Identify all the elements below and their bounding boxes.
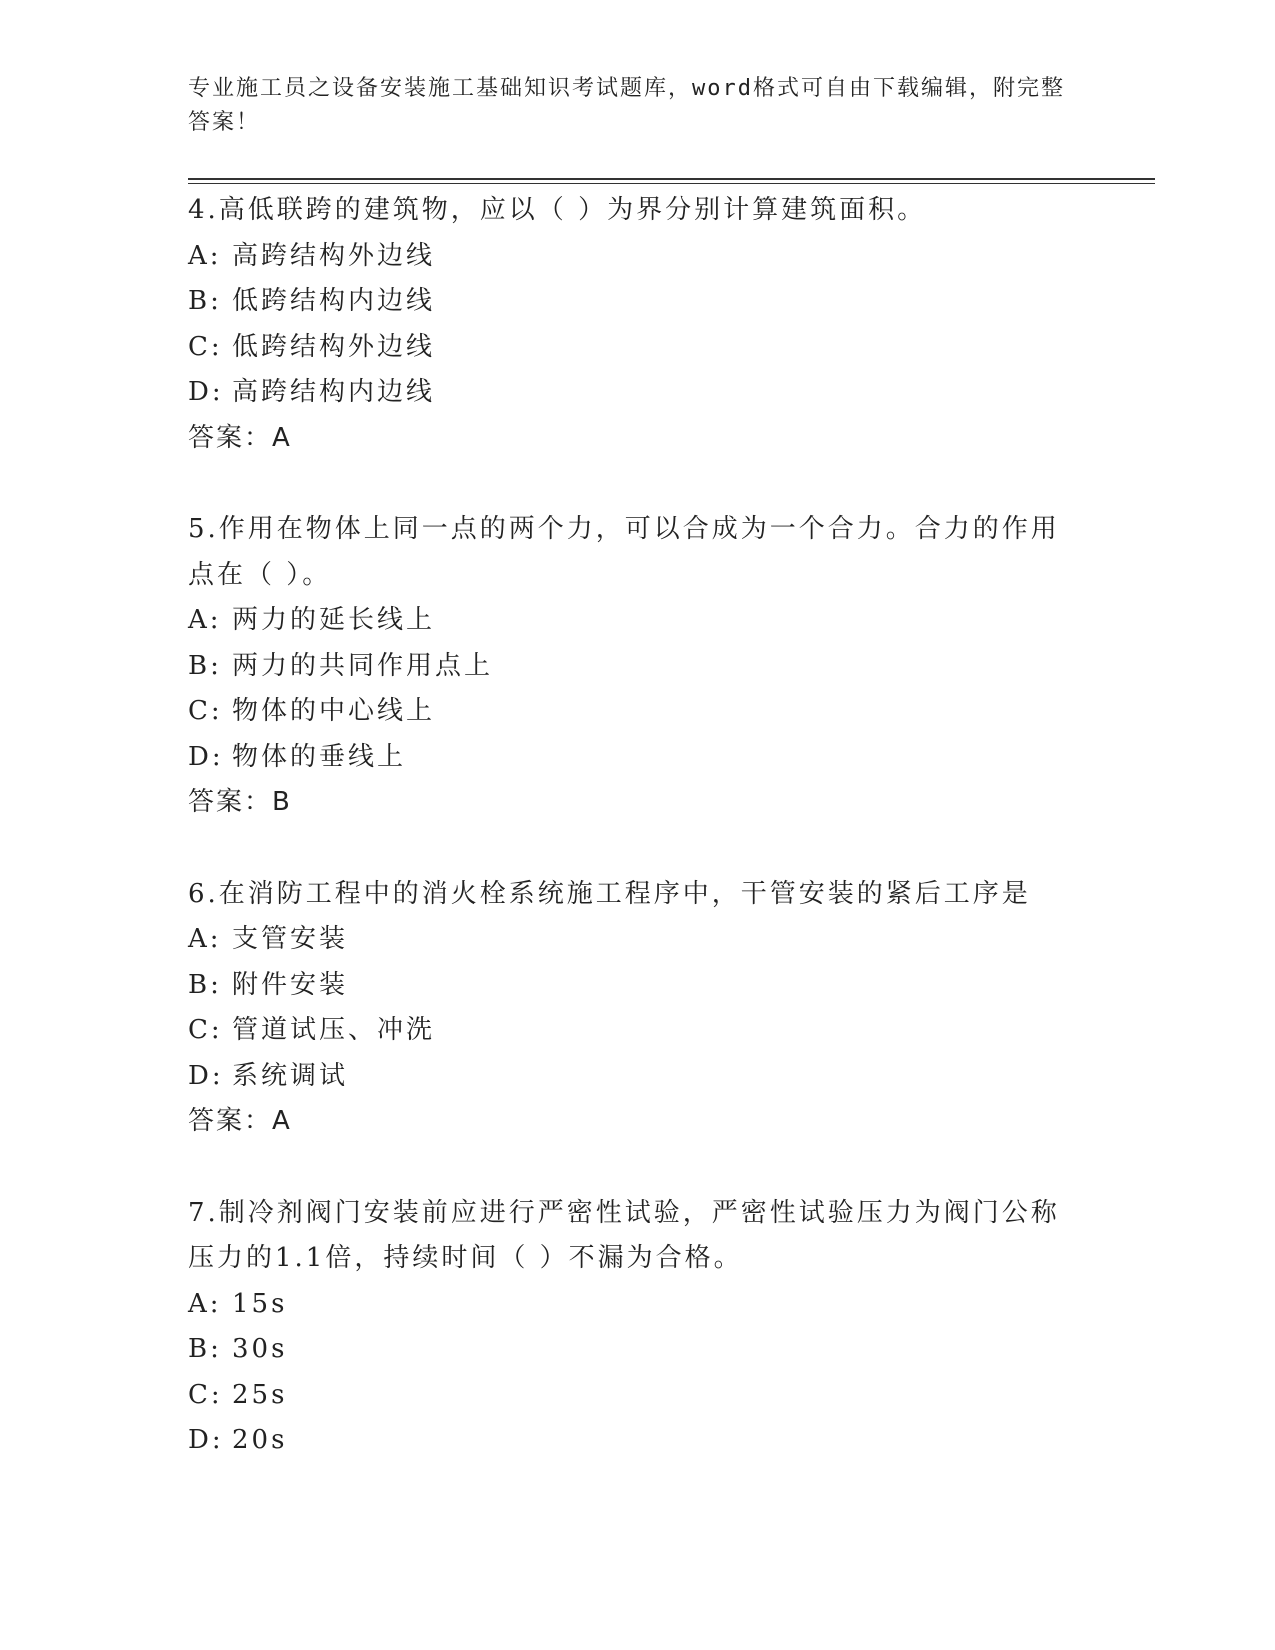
option-a — [188, 598, 1068, 644]
option-text: 高跨结构内边线 — [232, 377, 436, 407]
option-text: 高跨结构外边线 — [232, 240, 436, 271]
option-text: 低跨结构外边线 — [232, 331, 436, 362]
option-label: C: — [188, 1379, 223, 1410]
option-d — [188, 370, 1068, 416]
option-label: B: — [188, 1334, 222, 1364]
option-text: 25s — [232, 1379, 288, 1410]
question-4 — [188, 188, 1068, 461]
option-label: B: — [188, 286, 222, 316]
option-b — [188, 1327, 1068, 1373]
option-text: 附件安装 — [232, 969, 349, 1000]
header-divider-thin — [188, 183, 1155, 184]
option-text: 支管安装 — [232, 924, 349, 954]
option-c — [188, 1373, 1068, 1419]
option-label: A: — [188, 924, 222, 954]
option-a — [188, 1282, 1068, 1328]
option-label: C: — [188, 1015, 223, 1045]
option-label: D: — [188, 1425, 224, 1455]
option-text: 物体的垂线上 — [232, 741, 407, 772]
option-text: 低跨结构内边线 — [232, 286, 436, 316]
question-7 — [188, 1191, 1068, 1464]
document-header: 专业施工员之设备安装施工基础知识考试题库，word格式可自由下载编辑，附完整答案！ — [188, 76, 1065, 135]
option-c — [188, 325, 1068, 371]
question-stem: 7.制冷剂阀门安装前应进行严密性试验，严密性试验压力为阀门公称压力的1.1倍，持续时间（ ）不漏为合格。 — [188, 1197, 1060, 1273]
option-text: 30s — [232, 1334, 288, 1364]
option-d — [188, 735, 1068, 781]
question-stem: 5.作用在物体上同一点的两个力，可以合成为一个合力。合力的作用点在（ ）。 — [188, 514, 1060, 590]
option-b — [188, 963, 1068, 1009]
option-b — [188, 279, 1068, 325]
question-stem: 6.在消防工程中的消火栓系统施工程序中，干管安装的紧后工序是 — [188, 878, 1031, 909]
option-label: B: — [188, 969, 222, 1000]
option-text: 20s — [232, 1425, 288, 1455]
option-label: D: — [188, 1060, 224, 1091]
option-label: A: — [188, 605, 222, 635]
answer-line: 答案：B — [188, 787, 292, 817]
option-a — [188, 917, 1068, 963]
option-text: 两力的共同作用点上 — [232, 650, 494, 681]
answer-line: 答案：A — [188, 1106, 292, 1136]
option-a — [188, 234, 1068, 280]
option-label: D: — [188, 741, 224, 772]
question-5 — [188, 507, 1068, 826]
option-text: 两力的延长线上 — [232, 605, 436, 635]
option-text: 15s — [232, 1288, 288, 1319]
header-divider-thick — [188, 178, 1155, 180]
option-d — [188, 1418, 1068, 1464]
option-label: C: — [188, 331, 223, 362]
answer-line: 答案：A — [188, 422, 292, 453]
option-text: 物体的中心线上 — [232, 696, 436, 726]
option-d — [188, 1054, 1068, 1100]
option-text: 管道试压、冲洗 — [232, 1015, 436, 1045]
question-6 — [188, 872, 1068, 1145]
option-label: A: — [188, 240, 222, 271]
option-b — [188, 644, 1068, 690]
option-text: 系统调试 — [232, 1060, 349, 1091]
option-label: A: — [188, 1288, 222, 1319]
option-c — [188, 1008, 1068, 1054]
option-label: D: — [188, 377, 224, 407]
question-stem: 4.高低联跨的建筑物，应以（ ）为界分别计算建筑面积。 — [188, 195, 927, 225]
option-label: C: — [188, 696, 223, 726]
option-c — [188, 689, 1068, 735]
question-list — [188, 188, 1068, 1464]
option-label: B: — [188, 650, 222, 681]
